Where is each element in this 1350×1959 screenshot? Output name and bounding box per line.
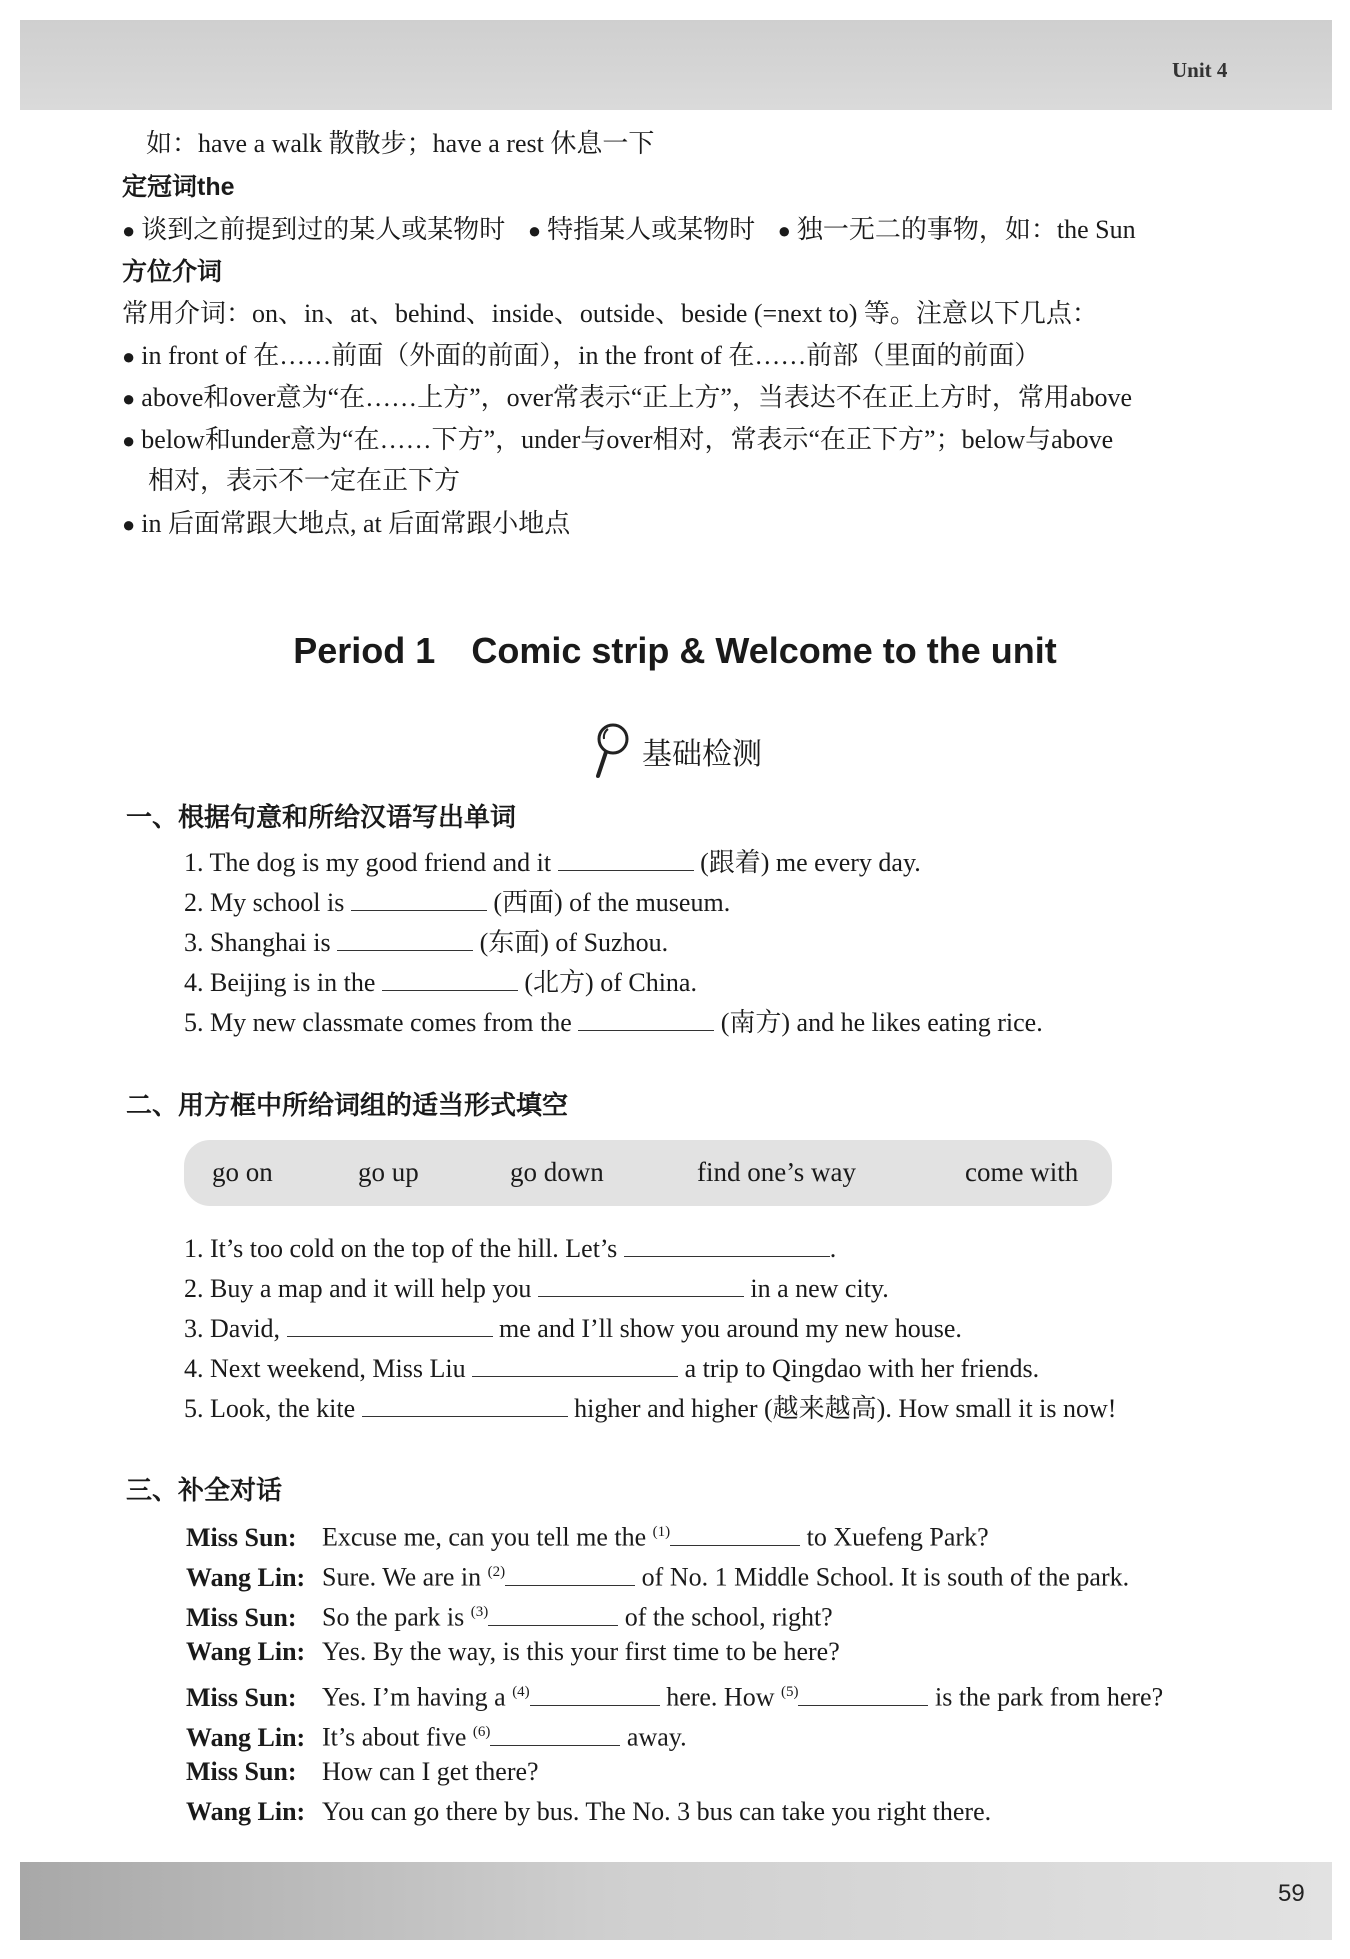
item-text: 4. Beijing is in the (184, 968, 376, 997)
blank-number: (3) (470, 1604, 489, 1620)
item-text: in a new city. (750, 1274, 889, 1303)
article-heading: 定冠词the (122, 173, 235, 201)
dialogue-text: Sure. We are in (322, 1562, 482, 1592)
word-option: go on (212, 1157, 273, 1187)
prep-common: 常用介词：on、in、at、behind、inside、outside、beside (=next to) 等。注意以下几点： (122, 299, 1098, 328)
article-bullet-2: 特指某人或某物时 (547, 215, 756, 244)
item-text: (西面) of the museum. (493, 888, 731, 917)
speaker-label: Wang Lin: (186, 1562, 306, 1592)
s1-item-4 (184, 964, 697, 1000)
item-text: 5. My new classmate comes from the (184, 1008, 572, 1037)
answer-blank[interactable] (490, 1719, 620, 1746)
item-text: . (829, 1234, 837, 1263)
item-text: 3. Shanghai is (184, 928, 331, 957)
s2-item-4 (184, 1350, 1039, 1386)
word-option: come with (965, 1157, 1079, 1187)
dialogue-text: here. How (666, 1682, 775, 1712)
dialogue-line-8 (186, 1795, 991, 1829)
item-text: 5. Look, the kite (184, 1394, 356, 1423)
prep-bullet-text: in front of 在……前面（外面的前面），in the front of 在……前部（里面的前面） (141, 341, 1041, 370)
dialogue-line-7 (186, 1755, 539, 1789)
dialogue-text: of the school, right? (624, 1602, 833, 1632)
answer-blank[interactable] (351, 884, 487, 911)
bullet-dot: ● (122, 218, 136, 243)
section3-heading: 三、补全对话 (126, 1475, 283, 1505)
answer-blank[interactable] (488, 1599, 618, 1626)
blank-number: (2) (487, 1564, 506, 1580)
item-text: (北方) of China. (524, 968, 697, 997)
dialogue-text: So the park is (322, 1602, 465, 1632)
dialogue-line-4 (186, 1635, 840, 1669)
prep-bullet-text: in 后面常跟大地点, at 后面常跟小地点 (141, 509, 571, 538)
speaker-label: Wang Lin: (186, 1637, 306, 1666)
basic-check-heading (592, 722, 762, 780)
answer-blank[interactable] (472, 1350, 678, 1377)
speaker-label: Miss Sun: (186, 1682, 297, 1712)
prep-bullet-3-cont: 相对，表示不一定在正下方 (148, 466, 461, 495)
dialogue-text: You can go there by bus. The No. 3 bus can take you right there. (322, 1797, 992, 1826)
bullet-dot: ● (777, 218, 791, 243)
s1-item-1 (184, 844, 921, 880)
word-box (184, 1140, 1112, 1206)
prep-bullet-1 (122, 339, 1040, 374)
s2-item-1 (184, 1230, 836, 1266)
speaker-label: Wang Lin: (186, 1722, 306, 1752)
page-number: 59 (1278, 1880, 1305, 1907)
dialogue-text: Yes. By the way, is this your first time to be here? (322, 1637, 840, 1666)
dialogue-text: away. (626, 1722, 687, 1752)
prep-bullet-text: below和under意为“在……下方”，under与over相对，常表示“在正下方”；below与above (141, 425, 1114, 454)
period-number: Period 1 (293, 630, 436, 671)
magnifier-icon (592, 722, 632, 780)
answer-blank[interactable] (538, 1270, 744, 1297)
answer-blank[interactable] (578, 1004, 714, 1031)
bullet-dot: ● (122, 512, 136, 537)
prep-heading: 方位介词 (122, 258, 223, 286)
word-option: go down (510, 1157, 604, 1187)
answer-blank[interactable] (287, 1310, 493, 1337)
header-band (20, 20, 1332, 110)
answer-blank[interactable] (382, 964, 518, 991)
item-text: 4. Next weekend, Miss Liu (184, 1354, 466, 1383)
item-text: higher and higher (越来越高). How small it is now! (574, 1394, 1117, 1423)
dialogue-line-5 (186, 1675, 1163, 1715)
answer-blank[interactable] (798, 1679, 928, 1706)
article-bullets (122, 213, 1136, 248)
dialogue-text: Excuse me, can you tell me the (322, 1522, 647, 1552)
speaker-label: Wang Lin: (186, 1797, 306, 1826)
period-title (0, 630, 1350, 672)
footer-band (20, 1862, 1332, 1940)
period-name: Comic strip & Welcome to the unit (471, 630, 1057, 671)
prep-bullet-3 (122, 423, 1113, 458)
item-text: 1. The dog is my good friend and it (184, 848, 552, 877)
word-option: go up (358, 1157, 419, 1187)
item-text: (跟着) me every day. (700, 848, 921, 877)
unit-label: Unit 4 (1172, 58, 1228, 82)
item-text: 2. My school is (184, 888, 345, 917)
answer-blank[interactable] (505, 1559, 635, 1586)
s1-item-3 (184, 924, 668, 960)
item-text: me and I’ll show you around my new house. (499, 1314, 962, 1343)
dialogue-text: How can I get there? (322, 1757, 539, 1786)
answer-blank[interactable] (670, 1519, 800, 1546)
s2-item-3 (184, 1310, 962, 1346)
article-bullet-1: 谈到之前提到过的某人或某物时 (141, 215, 506, 244)
dialogue-text: Yes. I’m having a (322, 1682, 506, 1712)
speaker-label: Miss Sun: (186, 1757, 297, 1786)
answer-blank[interactable] (530, 1679, 660, 1706)
s1-item-5 (184, 1004, 1043, 1040)
item-text: 3. David, (184, 1314, 281, 1343)
blank-number: (4) (512, 1684, 530, 1700)
dialogue-text: is the park from here? (934, 1682, 1164, 1712)
speaker-label: Miss Sun: (186, 1522, 297, 1552)
prep-bullet-4 (122, 507, 570, 542)
dialogue-line-1 (186, 1515, 989, 1555)
article-bullet-3: 独一无二的事物，如：the Sun (796, 215, 1136, 244)
bullet-dot: ● (122, 428, 136, 453)
prep-bullet-text: above和over意为“在……上方”，over常表示“正上方”，当表达不在正上方时，常用above (141, 383, 1133, 412)
dialogue-line-6 (186, 1715, 687, 1755)
s2-item-5 (184, 1390, 1116, 1426)
word-option: find one’s way (697, 1157, 856, 1187)
blank-number: (5) (780, 1684, 799, 1700)
dialogue-text: of No. 1 Middle School. It is south of the park. (641, 1562, 1130, 1592)
bullet-dot: ● (122, 344, 136, 369)
s2-item-2 (184, 1270, 889, 1306)
s1-item-2 (184, 884, 730, 920)
answer-blank[interactable] (362, 1390, 568, 1417)
dialogue-line-2 (186, 1555, 1129, 1595)
dialogue-text: to Xuefeng Park? (806, 1522, 989, 1552)
blank-number: (6) (472, 1724, 491, 1740)
answer-blank[interactable] (558, 844, 694, 871)
item-text: 1. It’s too cold on the top of the hill. Let’s (184, 1234, 618, 1263)
prep-bullet-2 (122, 381, 1132, 416)
bullet-dot: ● (527, 218, 542, 243)
example-line: 如：have a walk 散散步；have a rest 休息一下 (146, 129, 655, 158)
bullet-dot: ● (122, 386, 136, 411)
answer-blank[interactable] (337, 924, 473, 951)
item-text: (南方) and he likes eating rice. (720, 1008, 1043, 1037)
blank-number: (1) (652, 1524, 671, 1540)
dialogue-line-3 (186, 1595, 833, 1635)
section1-heading: 一、根据句意和所给汉语写出单词 (126, 802, 517, 832)
item-text: 2. Buy a map and it will help you (184, 1274, 532, 1303)
section2-heading: 二、用方框中所给词组的适当形式填空 (126, 1090, 569, 1120)
basic-check-label: 基础检测 (642, 738, 762, 771)
speaker-label: Miss Sun: (186, 1602, 297, 1632)
answer-blank[interactable] (624, 1230, 830, 1257)
item-text: (东面) of Suzhou. (479, 928, 669, 957)
dialogue-text: It’s about five (322, 1722, 467, 1752)
item-text: a trip to Qingdao with her friends. (684, 1354, 1040, 1383)
